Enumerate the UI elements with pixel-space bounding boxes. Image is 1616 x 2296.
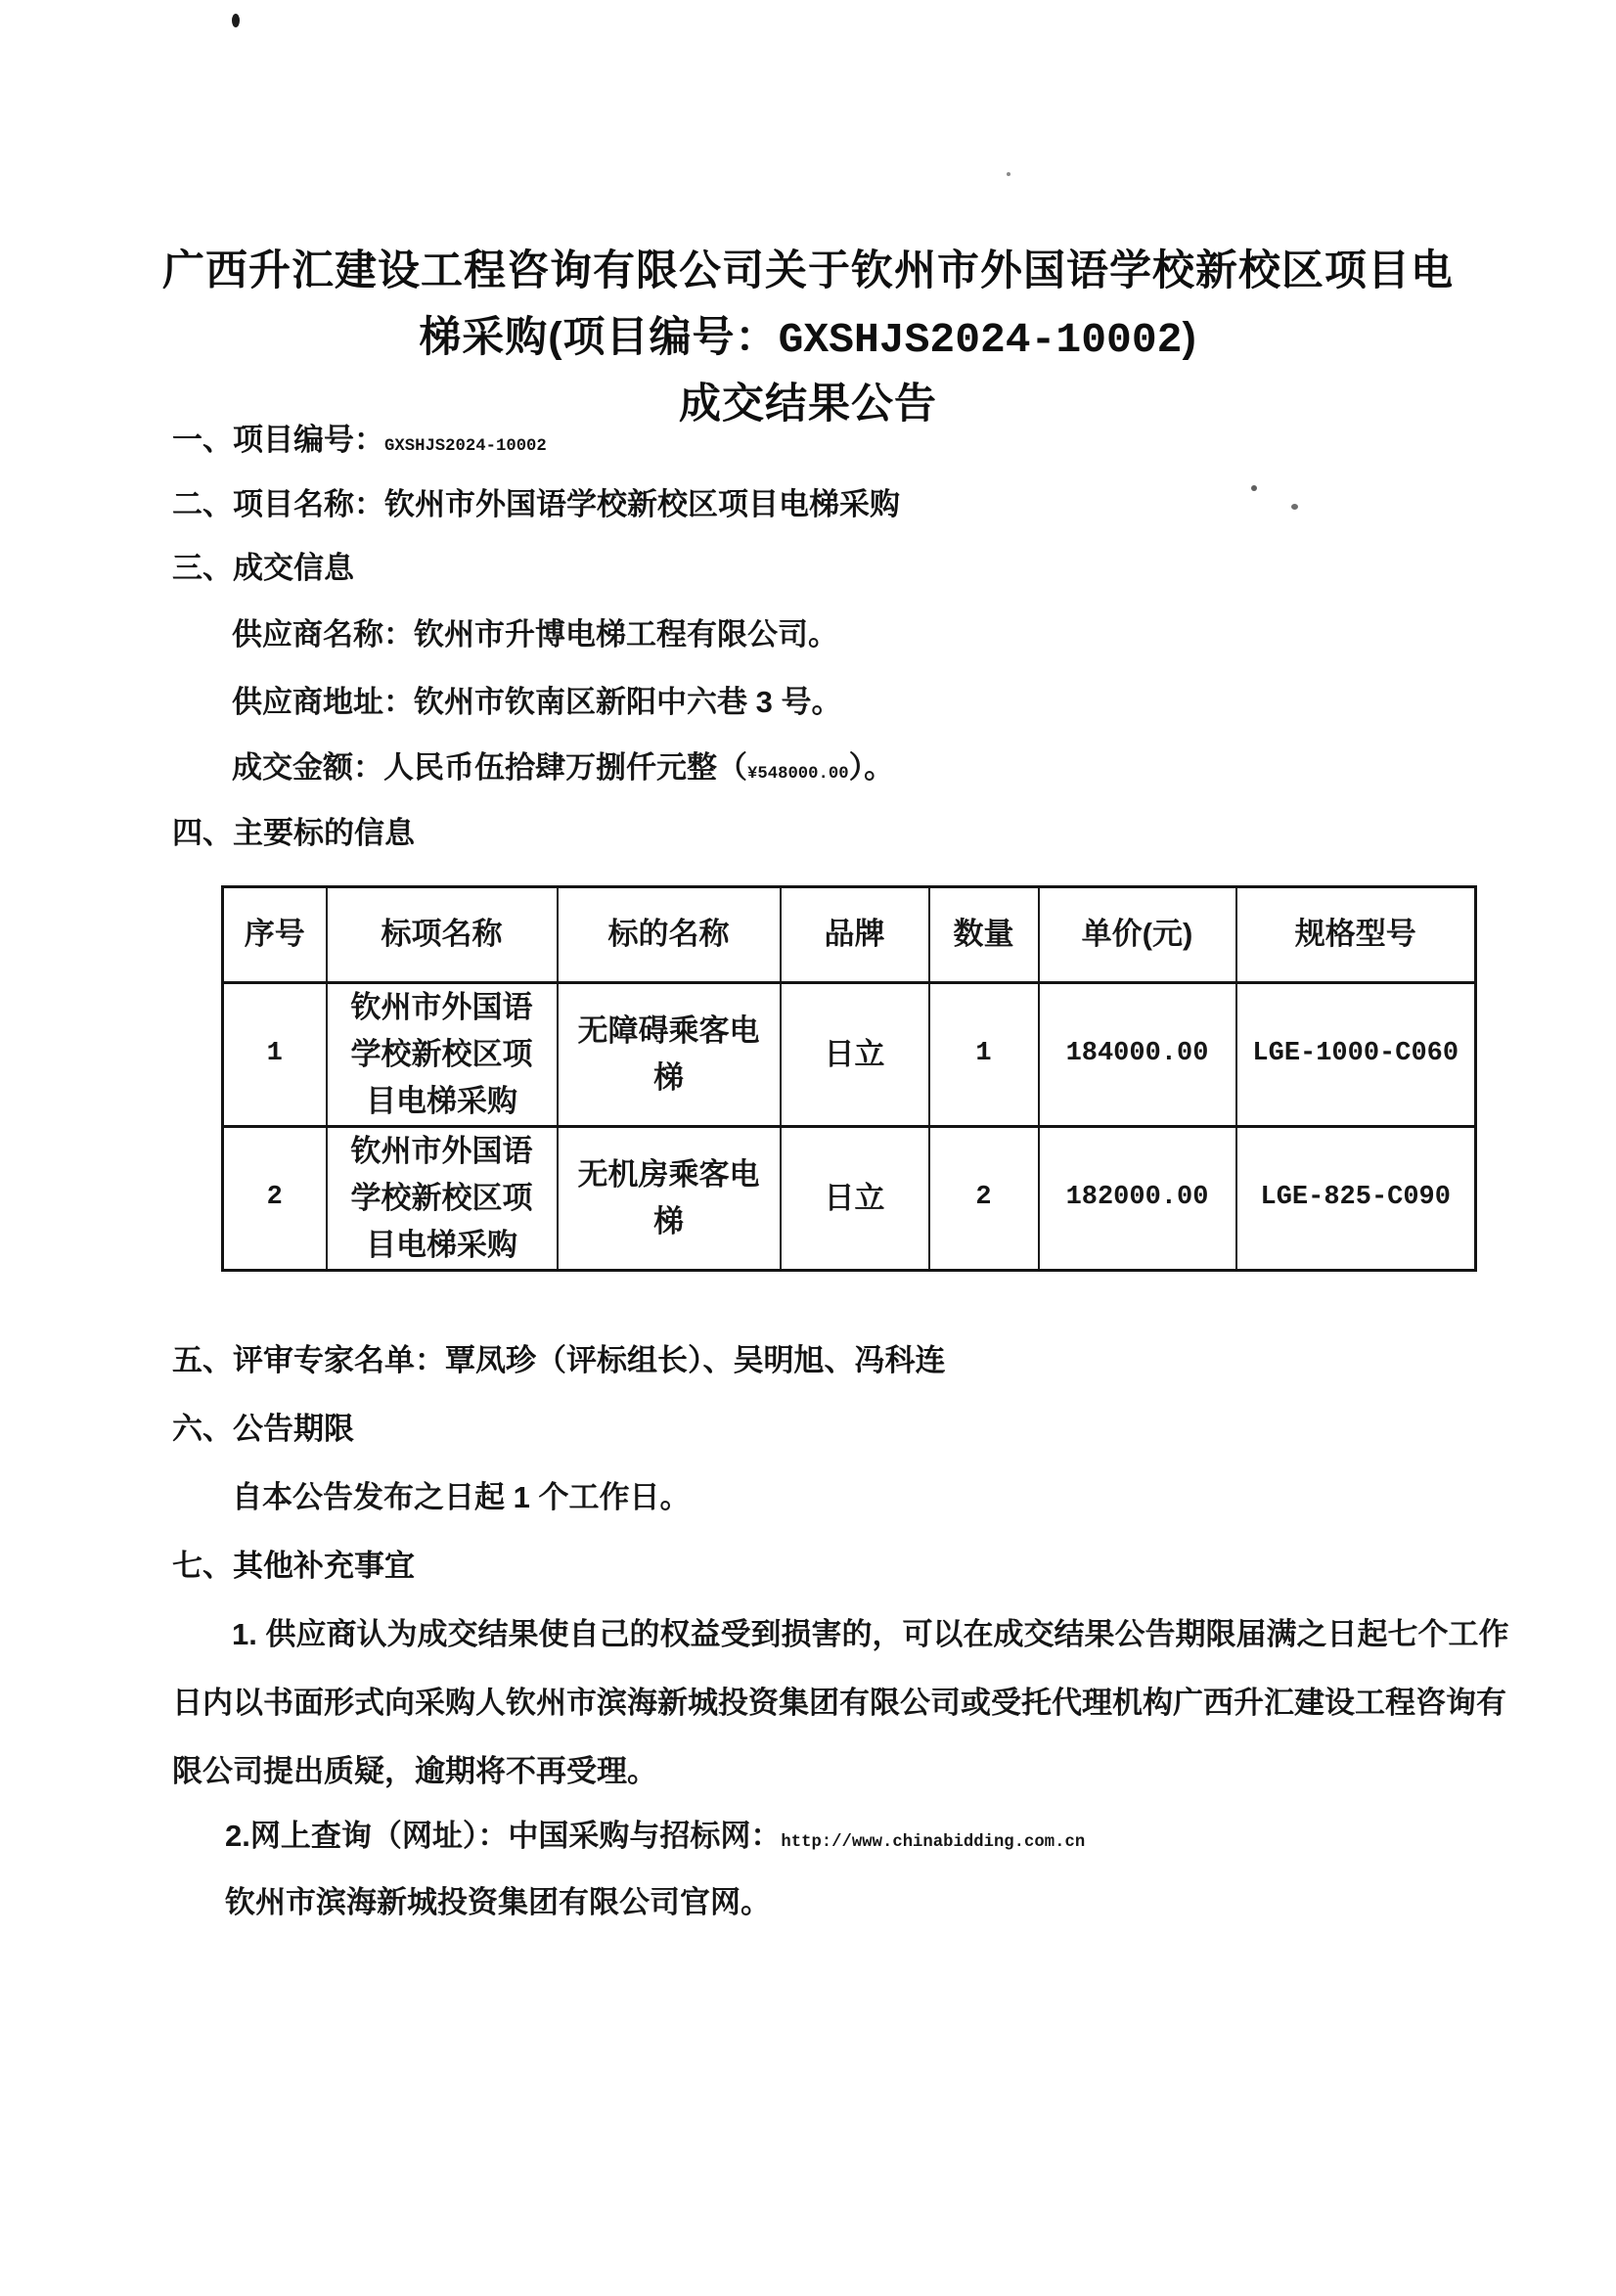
- scan-artifact-dot: [232, 14, 240, 27]
- amount-words: 人民币伍拾肆万捌仟元整（: [383, 750, 747, 785]
- award-amount-line: [232, 749, 894, 788]
- cell-item: 钦州市外国语学校新校区项目电梯采购: [327, 1127, 558, 1271]
- section-label: 三、成交信息: [172, 551, 354, 585]
- col-header-seq: 序号: [223, 887, 327, 983]
- field-label: 供应商地址：: [232, 685, 414, 719]
- section-project-number: [172, 422, 547, 460]
- subject-info-table: [221, 885, 1477, 1272]
- col-header-item: 标项名称: [327, 887, 558, 983]
- cell-item: 钦州市外国语学校新校区项目电梯采购: [327, 983, 558, 1127]
- section-label: 七、其他补充事宜: [172, 1549, 415, 1583]
- cell-seq: 2: [223, 1127, 327, 1271]
- section-supplementary: [172, 1548, 415, 1586]
- section-label: 二、项目名称：: [172, 487, 384, 521]
- section-label: 六、公告期限: [172, 1412, 354, 1446]
- table-header-row: [223, 887, 1476, 983]
- table-row: [223, 1127, 1476, 1271]
- supplier-name-value: 钦州市升博电梯工程有限公司。: [414, 617, 838, 652]
- document-title-line-1: [0, 238, 1616, 297]
- cell-brand: 日立: [781, 983, 929, 1127]
- title-text: 梯采购(项目编号：: [419, 314, 779, 361]
- cell-price: 182000.00: [1039, 1127, 1236, 1271]
- section-label: 四、主要标的信息: [172, 816, 415, 850]
- section-announcement-period: [172, 1411, 354, 1449]
- supplier-name-line: [232, 616, 838, 654]
- table-row: [223, 983, 1476, 1127]
- cell-qty: 2: [929, 1127, 1039, 1271]
- amount-figure: ¥548000.00: [747, 765, 849, 784]
- cell-brand: 日立: [781, 1127, 929, 1271]
- cell-price: 184000.00: [1039, 983, 1236, 1127]
- scan-artifact-dot: [1291, 504, 1298, 510]
- section-review-experts: [172, 1342, 946, 1380]
- supplementary-paragraph1-line3: 限公司提出质疑，逾期将不再受理。: [172, 1754, 657, 1788]
- experts-list: 覃凤珍（评标组长）、吴明旭、冯科连: [445, 1343, 946, 1377]
- supplementary-paragraph2: 2.网上查询（网址）：中国采购与招标网：http://www.chinabidding.com.cn: [225, 1819, 1086, 1853]
- section-label: 五、评审专家名单：: [172, 1343, 445, 1377]
- amount-suffix: ）。: [848, 750, 895, 785]
- cell-target: 无障碍乘客电梯: [558, 983, 781, 1127]
- section-main-subject-info: [172, 815, 415, 853]
- cell-model: LGE-825-C090: [1236, 1127, 1476, 1271]
- col-header-qty: 数量: [929, 887, 1039, 983]
- supplier-address-line: [232, 684, 841, 722]
- section-project-name: [172, 486, 900, 524]
- cell-seq: 1: [223, 983, 327, 1127]
- project-code: GXSHJS2024-10002: [778, 316, 1183, 364]
- field-label: 成交金额：: [232, 750, 383, 785]
- col-header-brand: 品牌: [781, 887, 929, 983]
- title-text: 成交结果公告: [679, 381, 937, 428]
- supplementary-paragraph3: 钦州市滨海新城投资集团有限公司官网。: [225, 1885, 771, 1919]
- section-award-info: [172, 550, 354, 588]
- cell-target: 无机房乘客电梯: [558, 1127, 781, 1271]
- supplementary-paragraph1-line1: 1. 供应商认为成交结果使自己的权益受到损害的，可以在成交结果公告期限届满之日起七个工作: [232, 1617, 1509, 1651]
- document-title-line-2: [0, 304, 1616, 364]
- project-name-value: 钦州市外国语学校新校区项目电梯采购: [384, 487, 900, 521]
- supplier-address-value: 钦州市钦南区新阳中六巷 3 号。: [414, 685, 842, 719]
- field-label: 供应商名称：: [232, 617, 414, 652]
- title-text: ): [1182, 314, 1197, 361]
- project-number-value: GXSHJS2024-10002: [384, 437, 547, 456]
- col-header-price: 单价(元): [1039, 887, 1236, 983]
- supplementary-paragraph1-line2: 日内以书面形式向采购人钦州市滨海新城投资集团有限公司或受托代理机构广西升汇建设工程咨询有: [172, 1686, 1506, 1720]
- cell-qty: 1: [929, 983, 1039, 1127]
- announcement-period-body: 自本公告发布之日起 1 个工作日。: [232, 1480, 691, 1514]
- section-label: 一、项目编号：: [172, 423, 384, 457]
- cell-model: LGE-1000-C060: [1236, 983, 1476, 1127]
- scan-artifact-dot: [1251, 485, 1257, 491]
- title-text: 广西升汇建设工程咨询有限公司关于钦州市外国语学校新校区项目电: [162, 248, 1454, 294]
- scan-artifact-dot: [1007, 172, 1010, 176]
- query-url: http://www.chinabidding.com.cn: [781, 1833, 1086, 1852]
- col-header-target: 标的名称: [558, 887, 781, 983]
- col-header-model: 规格型号: [1236, 887, 1476, 983]
